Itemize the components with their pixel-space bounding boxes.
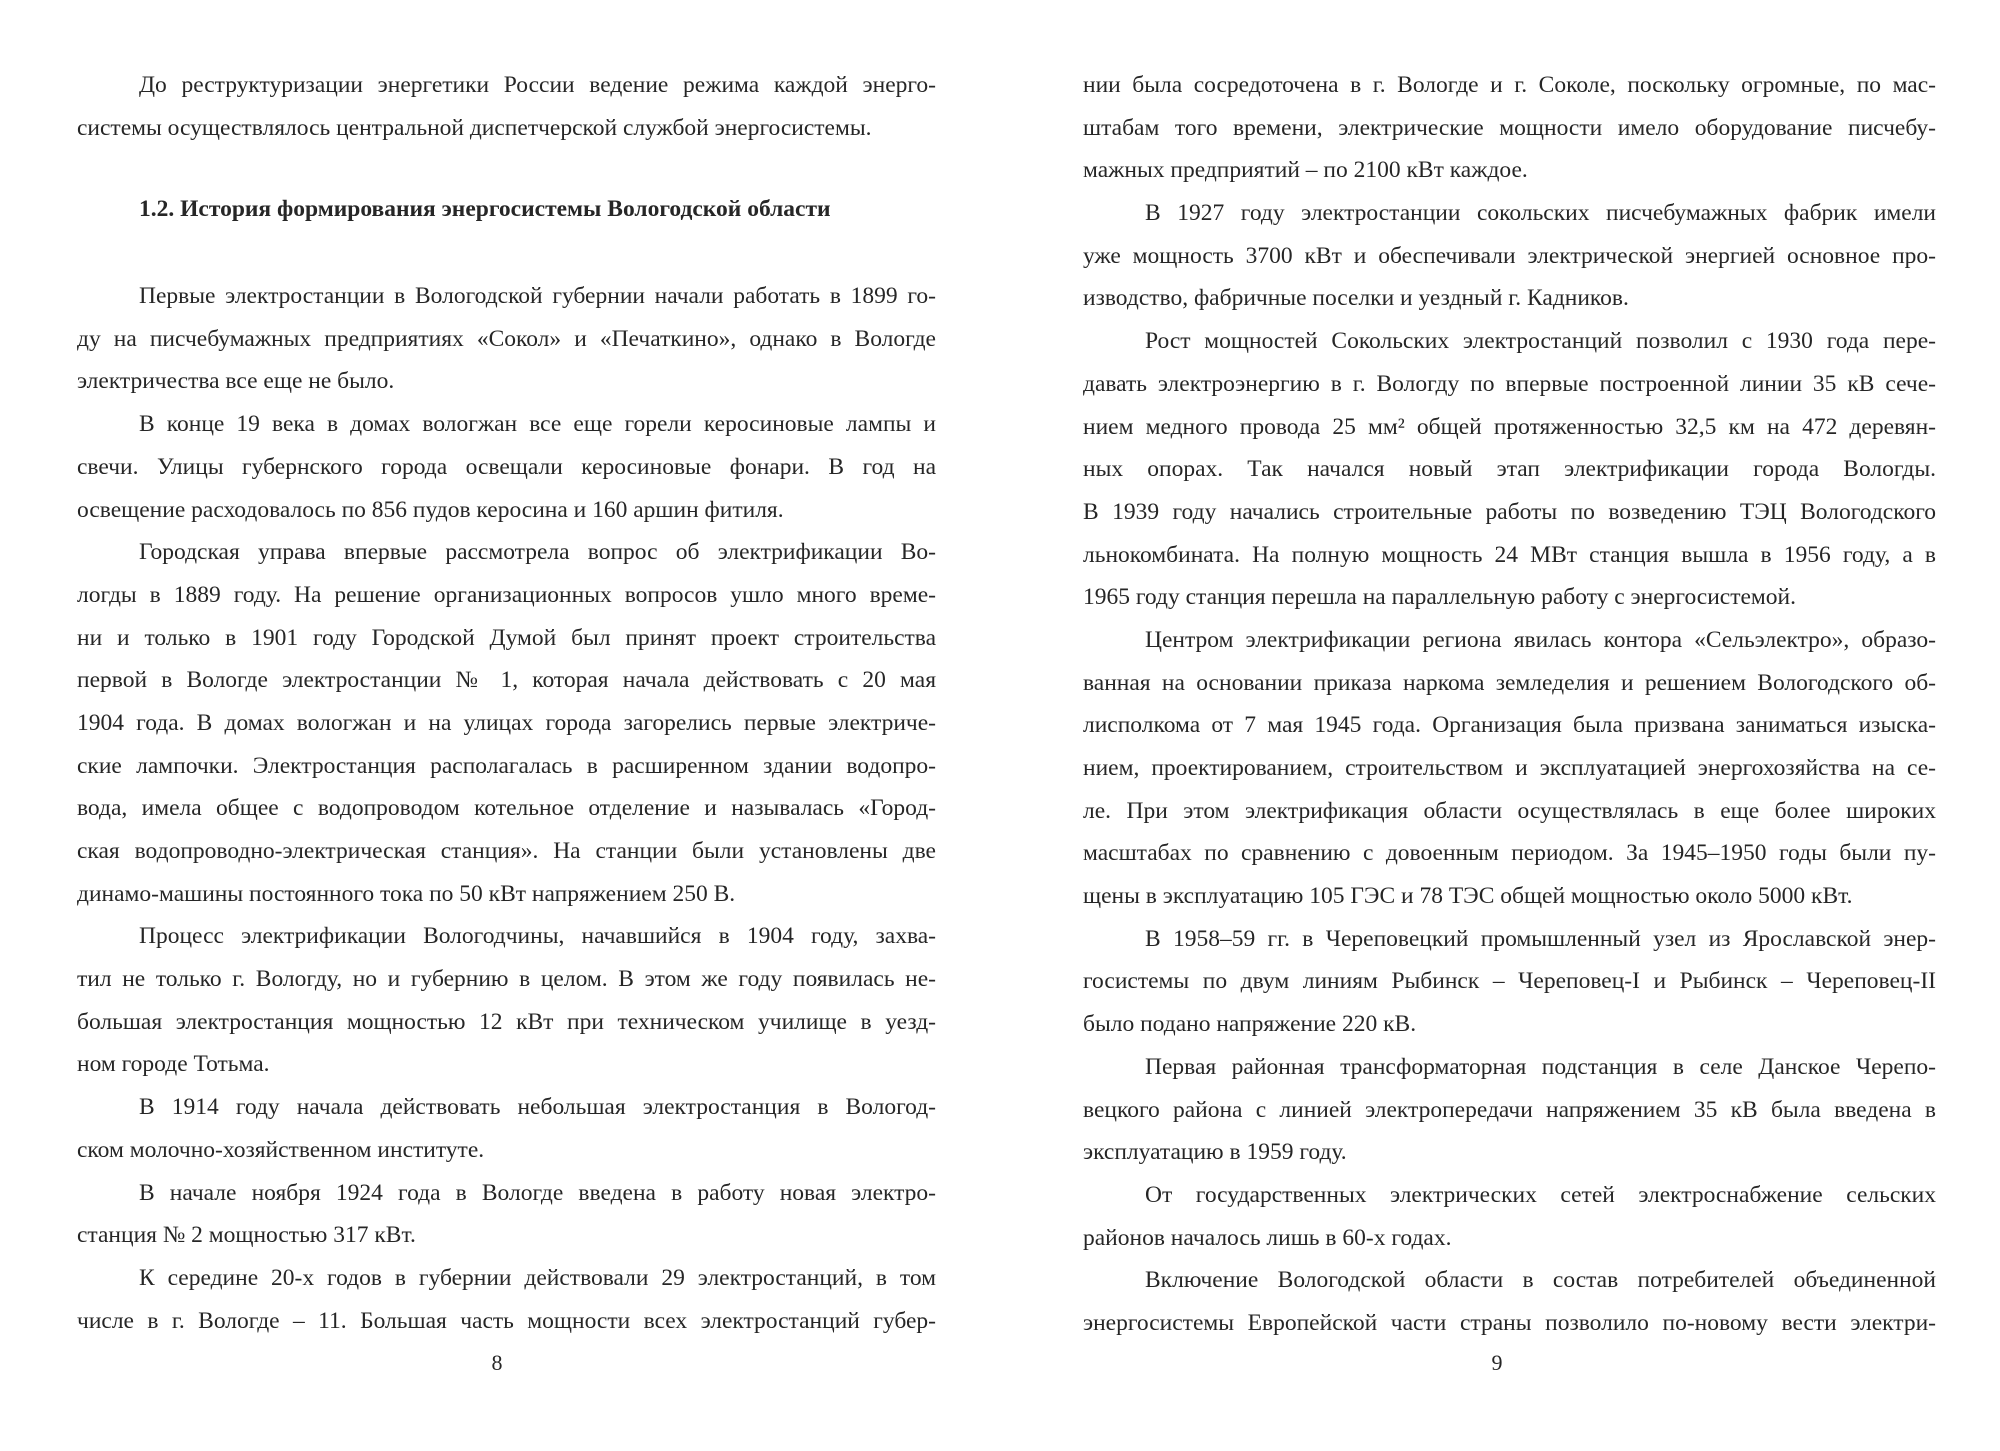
text-line: уже мощность 3700 кВт и обеспечивали электрической энергией основное про- [1083,242,1936,269]
paragraph [1083,320,1936,619]
text-line: лисполкома от 7 мая 1945 года. Организация была призвана заниматься изыска- [1083,712,1936,739]
text-line: В 1914 году начала действовать небольшая электростанция в Вологод- [139,1094,936,1121]
text-line: нии была сосредоточена в г. Вологде и г. Соколе, поскольку огромные, по мас- [1083,72,1936,98]
paragraph [77,531,936,915]
text-line: первой в Вологде электростанции № 1, которая начала действовать с 20 мая [77,667,936,694]
text-line: Включение Вологодской области в состав потребителей объединенной [1145,1267,1936,1294]
text-line: ном городе Тотьма. [77,1051,270,1078]
paragraph [77,403,936,531]
text-line: Центром электрификации региона явилась контора «Сельэлектро», образо- [1145,626,1936,653]
text-line: В конце 19 века в домах вологжан все еще горели керосиновые лампы и [139,411,936,438]
paragraph [77,275,936,403]
page-text-column [1083,64,1936,1345]
text-line: ская водопроводно-электрическая станция». На станции были установлены две [77,838,936,865]
paragraph [1083,1259,1936,1344]
text-line: 1904 года. В домах вологжан и на улицах города загорелись первые электриче- [77,709,936,736]
text-line: В 1927 году электростанции сокольских писчебумажных фабрик имели [1145,200,1936,227]
paragraph [1083,192,1936,320]
text-line: нием, проектированием, строительством и эксплуатацией энергохозяйства на се- [1083,755,1936,781]
text-line: ском молочно-хозяйственном институте. [77,1136,485,1163]
text-line: ду на писчебумажных предприятиях «Сокол» и «Печаткино», однако в Вологде [77,325,936,352]
text-line: Городская управа впервые рассмотрела вопрос об электрификации Во- [139,539,936,566]
text-line: льнокомбината. На полную мощность 24 МВт станция вышла в 1956 году, а в [1083,541,1936,568]
text-line: Первая районная трансформаторная подстанция в селе Данское Черепо- [1145,1053,1936,1080]
text-line: вецкого района с линией электропередачи напряжением 35 кВ была введена в [1083,1096,1936,1123]
text-line: было подано напряжение 220 кВ. [1083,1011,1417,1038]
text-line: большая электростанция мощностью 12 кВт при техническом училище в уезд- [77,1008,936,1035]
text-line: вода, имела общее с водопроводом котельное отделение и называлась «Город- [77,795,936,822]
text-line: освещение расходовалось по 856 пудов керосина и 160 аршин фитиля. [77,496,784,523]
text-line: Первые электростанции в Вологодской губернии начали работать в 1899 го- [139,283,936,310]
text-line: электричества все еще не было. [77,368,395,395]
text-line: числе в г. Вологде – 11. Большая часть мощности всех электростанций губер- [77,1307,936,1334]
text-line: штабам того времени, электрические мощности имело оборудование писчебу- [1083,114,1936,141]
text-line: В начале ноября 1924 года в Вологде введена в работу новая электро- [139,1179,936,1206]
text-line: К середине 20-х годов в губернии действовали 29 электростанций, в том [139,1264,936,1291]
text-line: До реструктуризации энергетики России ведение режима каждой энерго- [139,72,936,98]
paragraph [1083,64,1936,192]
page-text-column [77,64,936,1342]
paragraph [77,1172,936,1257]
text-line: системы осуществлялось центральной диспетчерской службой энергосистемы. [77,114,872,141]
text-line: ванная на основании приказа наркома земледелия и решением Вологодского об- [1083,669,1936,696]
text-line: ни и только в 1901 году Городской Думой был принят проект строительства [77,624,936,651]
text-line: районов началось лишь в 60-х годах. [1083,1224,1452,1251]
text-line: нием медного провода 25 мм² общей протяженностью 32,5 км на 472 деревян- [1083,413,1936,440]
text-line: свечи. Улицы губернского города освещали керосиновые фонари. В год на [77,453,936,480]
text-line: ных опорах. Так начался новый этап электрификации города Вологды. [1083,456,1936,483]
text-line: Рост мощностей Сокольских электростанций позволил с 1930 года пере- [1145,328,1936,355]
text-line: ле. При этом электрификация области осуществлялась в еще более широких [1083,797,1936,824]
paragraph [77,915,936,1086]
text-line: давать электроэнергию в г. Вологду по впервые построенной линии 35 кВ сече- [1083,370,1936,397]
section-heading: 1.2. История формирования энергосистемы Вологодской области [139,196,831,223]
paragraph [1083,918,1936,1046]
paragraph [77,64,936,149]
text-line: логды в 1889 году. На решение организационных вопросов ушло много време- [77,581,936,608]
text-line: тил не только г. Вологду, но и губернию в целом. В этом же году появилась не- [77,966,936,993]
page-number: 8 [491,1350,503,1375]
text-line: В 1958–59 гг. в Череповецкий промышленный узел из Ярославской энер- [1145,925,1936,952]
paragraph [1083,619,1936,918]
text-line: мажных предприятий – по 2100 кВт каждое. [1083,157,1528,184]
text-line: станция № 2 мощностью 317 кВт. [77,1222,416,1249]
paragraph [77,1086,936,1171]
text-line: ские лампочки. Электростанция располагалась в расширенном здании водопро- [77,752,936,779]
text-line: Процесс электрификации Вологодчины, начавшийся в 1904 году, захва- [139,923,936,950]
paragraph [77,1257,936,1342]
text-line: От государственных электрических сетей электроснабжение сельских [1145,1181,1936,1208]
paragraph [1083,1046,1936,1174]
right-page [1000,0,2000,1451]
text-line: 1965 году станция перешла на параллельную работу с энергосистемой. [1083,584,1796,611]
text-line: В 1939 году начались строительные работы по возведению ТЭЦ Вологодского [1083,498,1936,525]
page-number: 9 [1491,1350,1503,1375]
text-line: динамо-машины постоянного тока по 50 кВт напряжением 250 В. [77,880,736,907]
text-line: изводство, фабричные поселки и уездный г. Кадников. [1083,285,1629,312]
text-line: госистемы по двум линиям Рыбинск – Череповец-I и Рыбинск – Череповец-II [1083,968,1936,995]
text-line: щены в эксплуатацию 105 ГЭС и 78 ТЭС общей мощностью около 5000 кВт. [1083,883,1853,910]
text-line: эксплуатацию в 1959 году. [1083,1139,1347,1166]
text-line: энергосистемы Европейской части страны позволило по-новому вести электри- [1083,1309,1936,1336]
paragraph [1083,1174,1936,1259]
text-line: масштабах по сравнению с довоенным периодом. За 1945–1950 годы были пу- [1083,840,1936,867]
